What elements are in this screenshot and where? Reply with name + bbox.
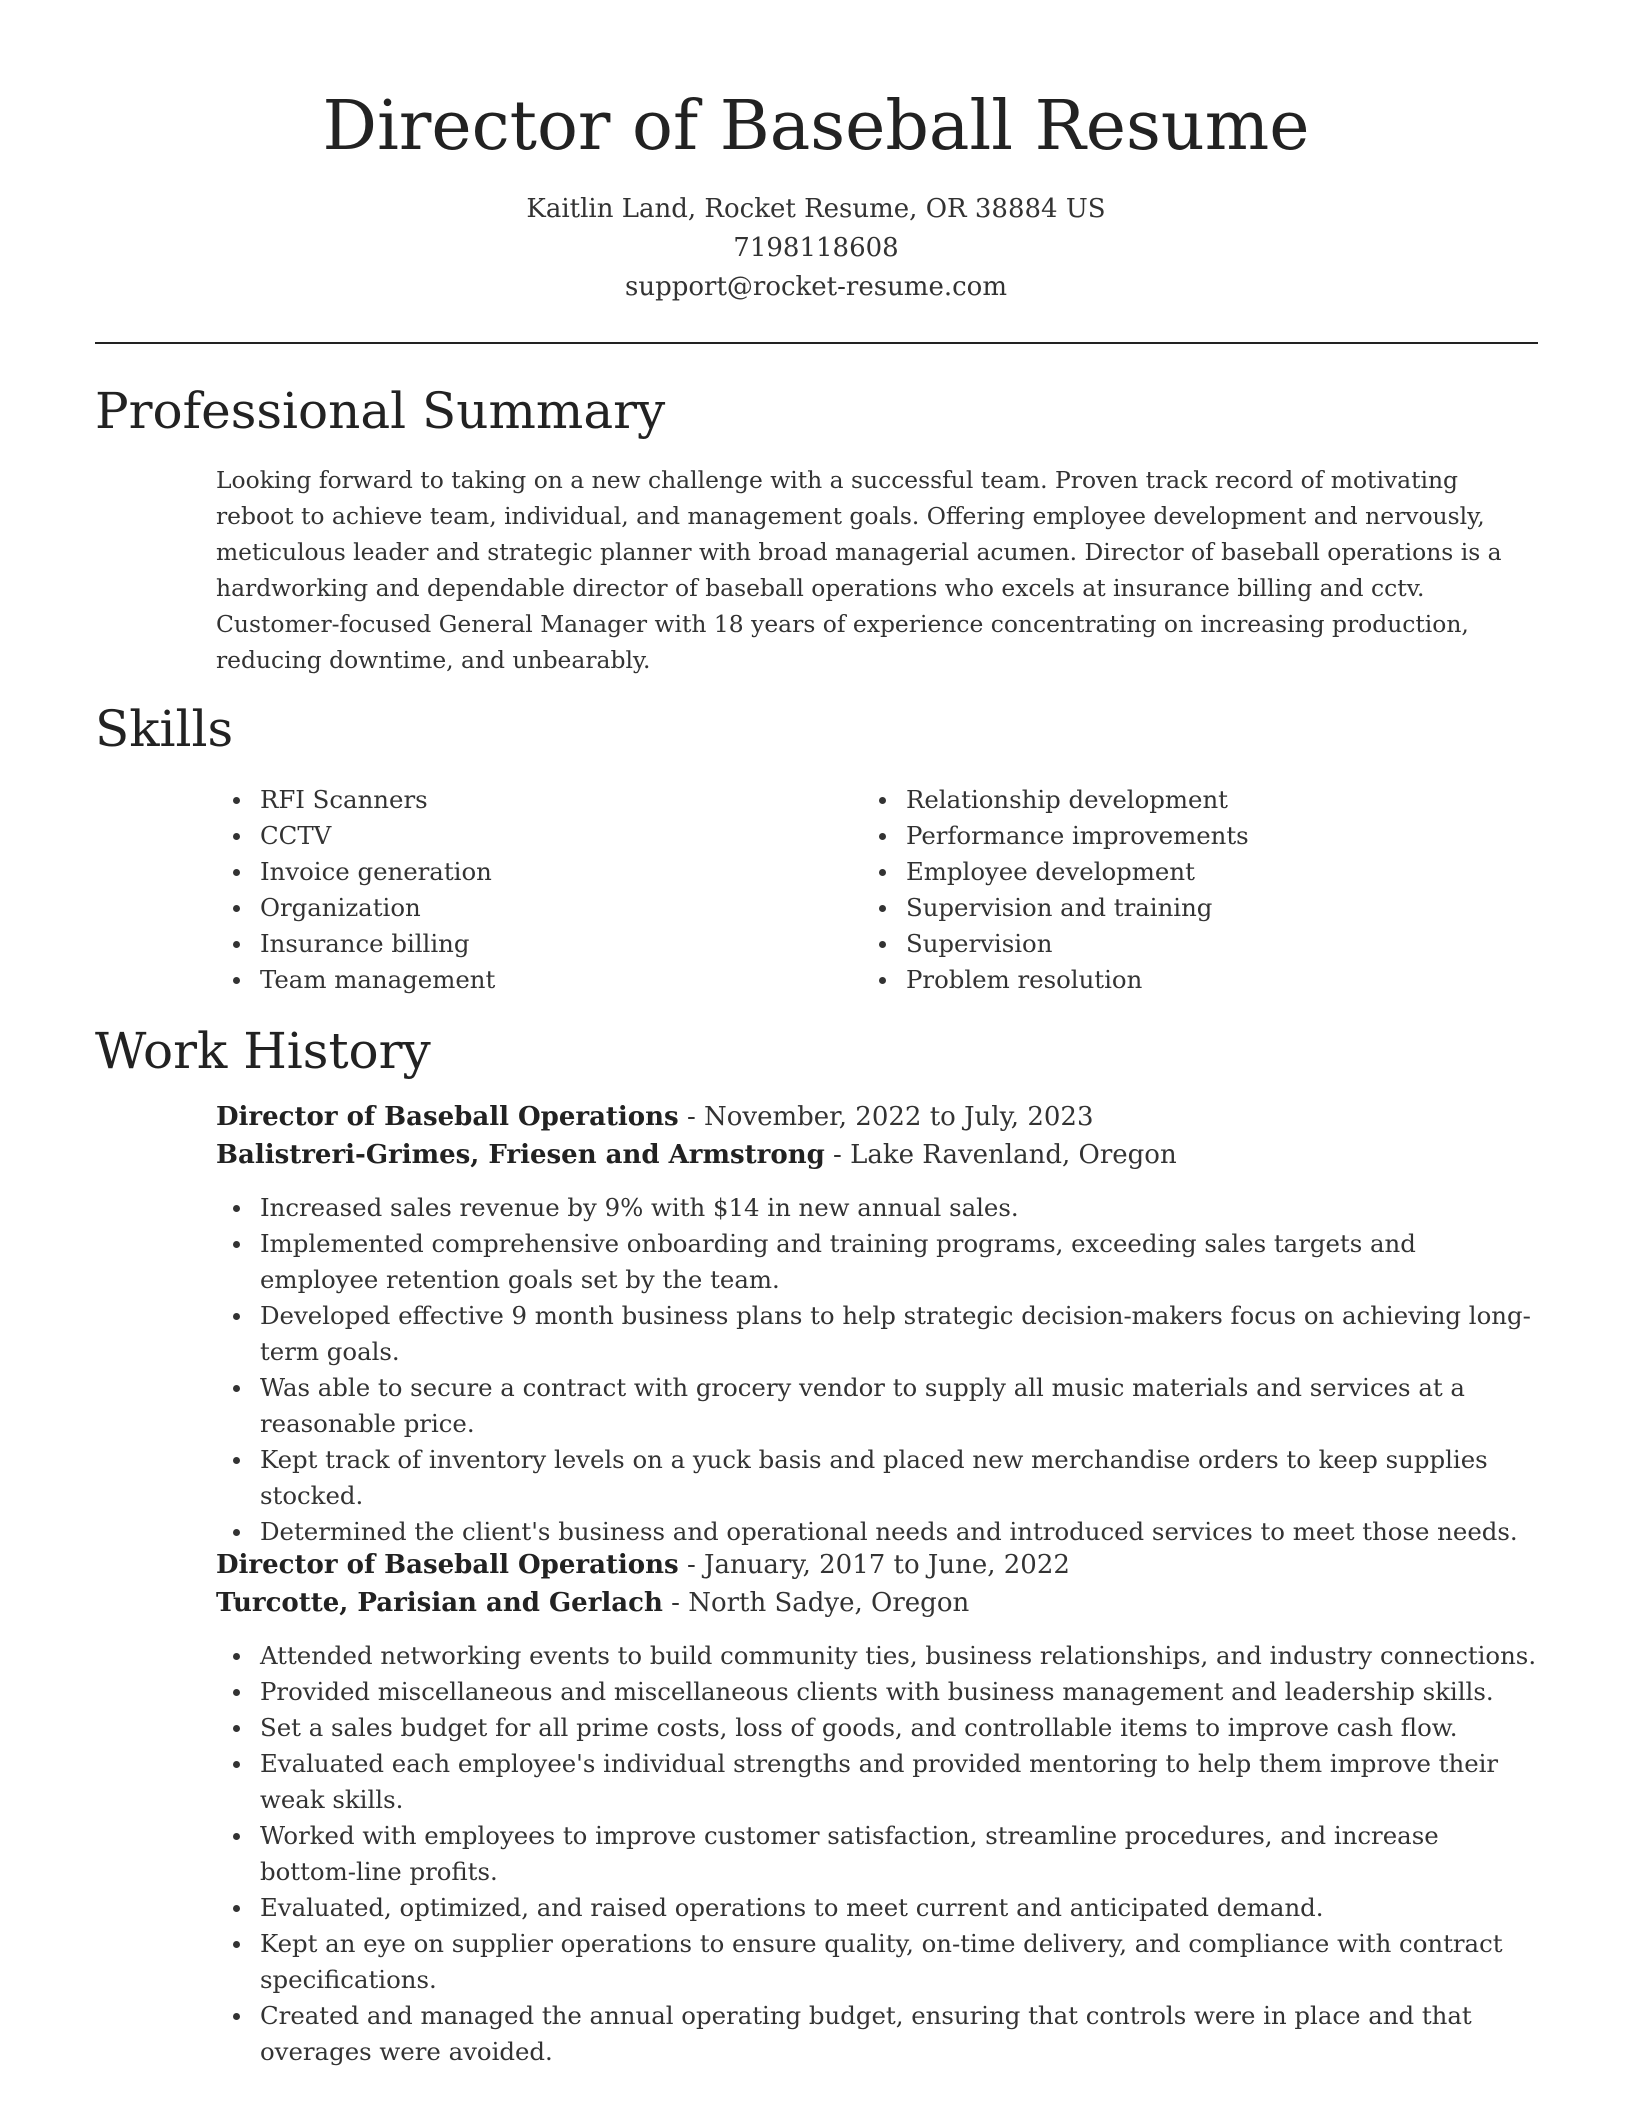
job-company: Balistreri-Grimes, Friesen and Armstrong (216, 1140, 825, 1170)
skill-item: Supervision (862, 926, 1462, 962)
job-bullet: Created and managed the annual operating budget, ensuring that controls were in place and that overages were avoided. (216, 1998, 1538, 2070)
job-dates: - November, 2022 to July, 2023 (678, 1102, 1094, 1132)
skills-list-right (862, 782, 1462, 998)
job-bullet: Evaluated, optimized, and raised operations to meet current and anticipated demand. (216, 1890, 1538, 1926)
skill-item: Problem resolution (862, 962, 1462, 998)
skill-item: Supervision and training (862, 890, 1462, 926)
job-bullet: Worked with employees to improve customer satisfaction, streamline procedures, and increase bottom-line profits. (216, 1818, 1538, 1890)
summary-text: Looking forward to taking on a new challenge with a successful team. Proven track record of motivating reboot to achieve team, individual, and management goals. Offering employee development and nervously, meticulous leader and strategic planner with broad managerial acumen. Director of baseball operations is a hardworking and dependable director of baseball operations who excels at insurance billing and cctv. Customer-focused General Manager with 18 years of experience concentrating on increasing production, reducing downtime, and unbearably. (216, 466, 1502, 674)
job-bullet: Set a sales budget for all prime costs, loss of goods, and controllable items to improve cash flow. (216, 1710, 1538, 1746)
summary-heading: Professional Summary (95, 382, 666, 440)
job-bullet: Kept track of inventory levels on a yuck basis and placed new merchandise orders to keep supplies stocked. (216, 1442, 1538, 1514)
job-title: Director of Baseball Operations (216, 1102, 679, 1132)
job-bullet-list (216, 1190, 1538, 1550)
job-location: - Lake Ravenland, Oregon (824, 1140, 1177, 1170)
skill-item: Performance improvements (862, 818, 1462, 854)
skill-item: Invoice generation (216, 854, 816, 890)
job-bullet-list (216, 1638, 1538, 2070)
job-company-line (216, 1136, 1538, 1174)
job-company-line (216, 1584, 1538, 1622)
job-bullet: Determined the client's business and operational needs and introduced services to meet those needs. (216, 1514, 1538, 1550)
skill-item: Relationship development (862, 782, 1462, 818)
job-title-line (216, 1546, 1538, 1584)
skill-item: Organization (216, 890, 816, 926)
skill-item: RFI Scanners (216, 782, 816, 818)
job-bullet: Implemented comprehensive onboarding and training programs, exceeding sales targets and employee retention goals set by the team. (216, 1226, 1538, 1298)
skill-item: Employee development (862, 854, 1462, 890)
contact-phone: 7198118608 (733, 233, 899, 263)
job-company: Turcotte, Parisian and Gerlach (216, 1588, 663, 1618)
resume-title: Director of Baseball Resume (322, 87, 1310, 166)
job-title-line (216, 1098, 1538, 1136)
header-divider (95, 342, 1538, 344)
job-dates: - January, 2017 to June, 2022 (678, 1550, 1070, 1580)
skills-heading: Skills (95, 700, 234, 758)
job-bullet: Kept an eye on supplier operations to ensure quality, on-time delivery, and compliance with contract specifications. (216, 1926, 1538, 1998)
job-bullet: Developed effective 9 month business plans to help strategic decision-makers focus on achieving long-term goals. (216, 1298, 1538, 1370)
work-history-heading: Work History (95, 1022, 431, 1080)
contact-block (0, 190, 1632, 307)
job-location: - North Sadye, Oregon (662, 1588, 970, 1618)
skill-item: Team management (216, 962, 816, 998)
skill-item: Insurance billing (216, 926, 816, 962)
job-bullet: Was able to secure a contract with grocery vendor to supply all music materials and services at a reasonable price. (216, 1370, 1538, 1442)
job-bullet: Attended networking events to build community ties, business relationships, and industry connections. (216, 1638, 1538, 1674)
job-bullet: Provided miscellaneous and miscellaneous clients with business management and leadership skills. (216, 1674, 1538, 1710)
job-bullet: Evaluated each employee's individual strengths and provided mentoring to help them improve their weak skills. (216, 1746, 1538, 1818)
skills-list-left (216, 782, 816, 998)
skill-item: CCTV (216, 818, 816, 854)
job-title: Director of Baseball Operations (216, 1550, 679, 1580)
contact-email: support@rocket-resume.com (624, 272, 1007, 302)
job-bullet: Increased sales revenue by 9% with $14 in new annual sales. (216, 1190, 1538, 1226)
contact-address: Kaitlin Land, Rocket Resume, OR 38884 US (526, 194, 1106, 224)
